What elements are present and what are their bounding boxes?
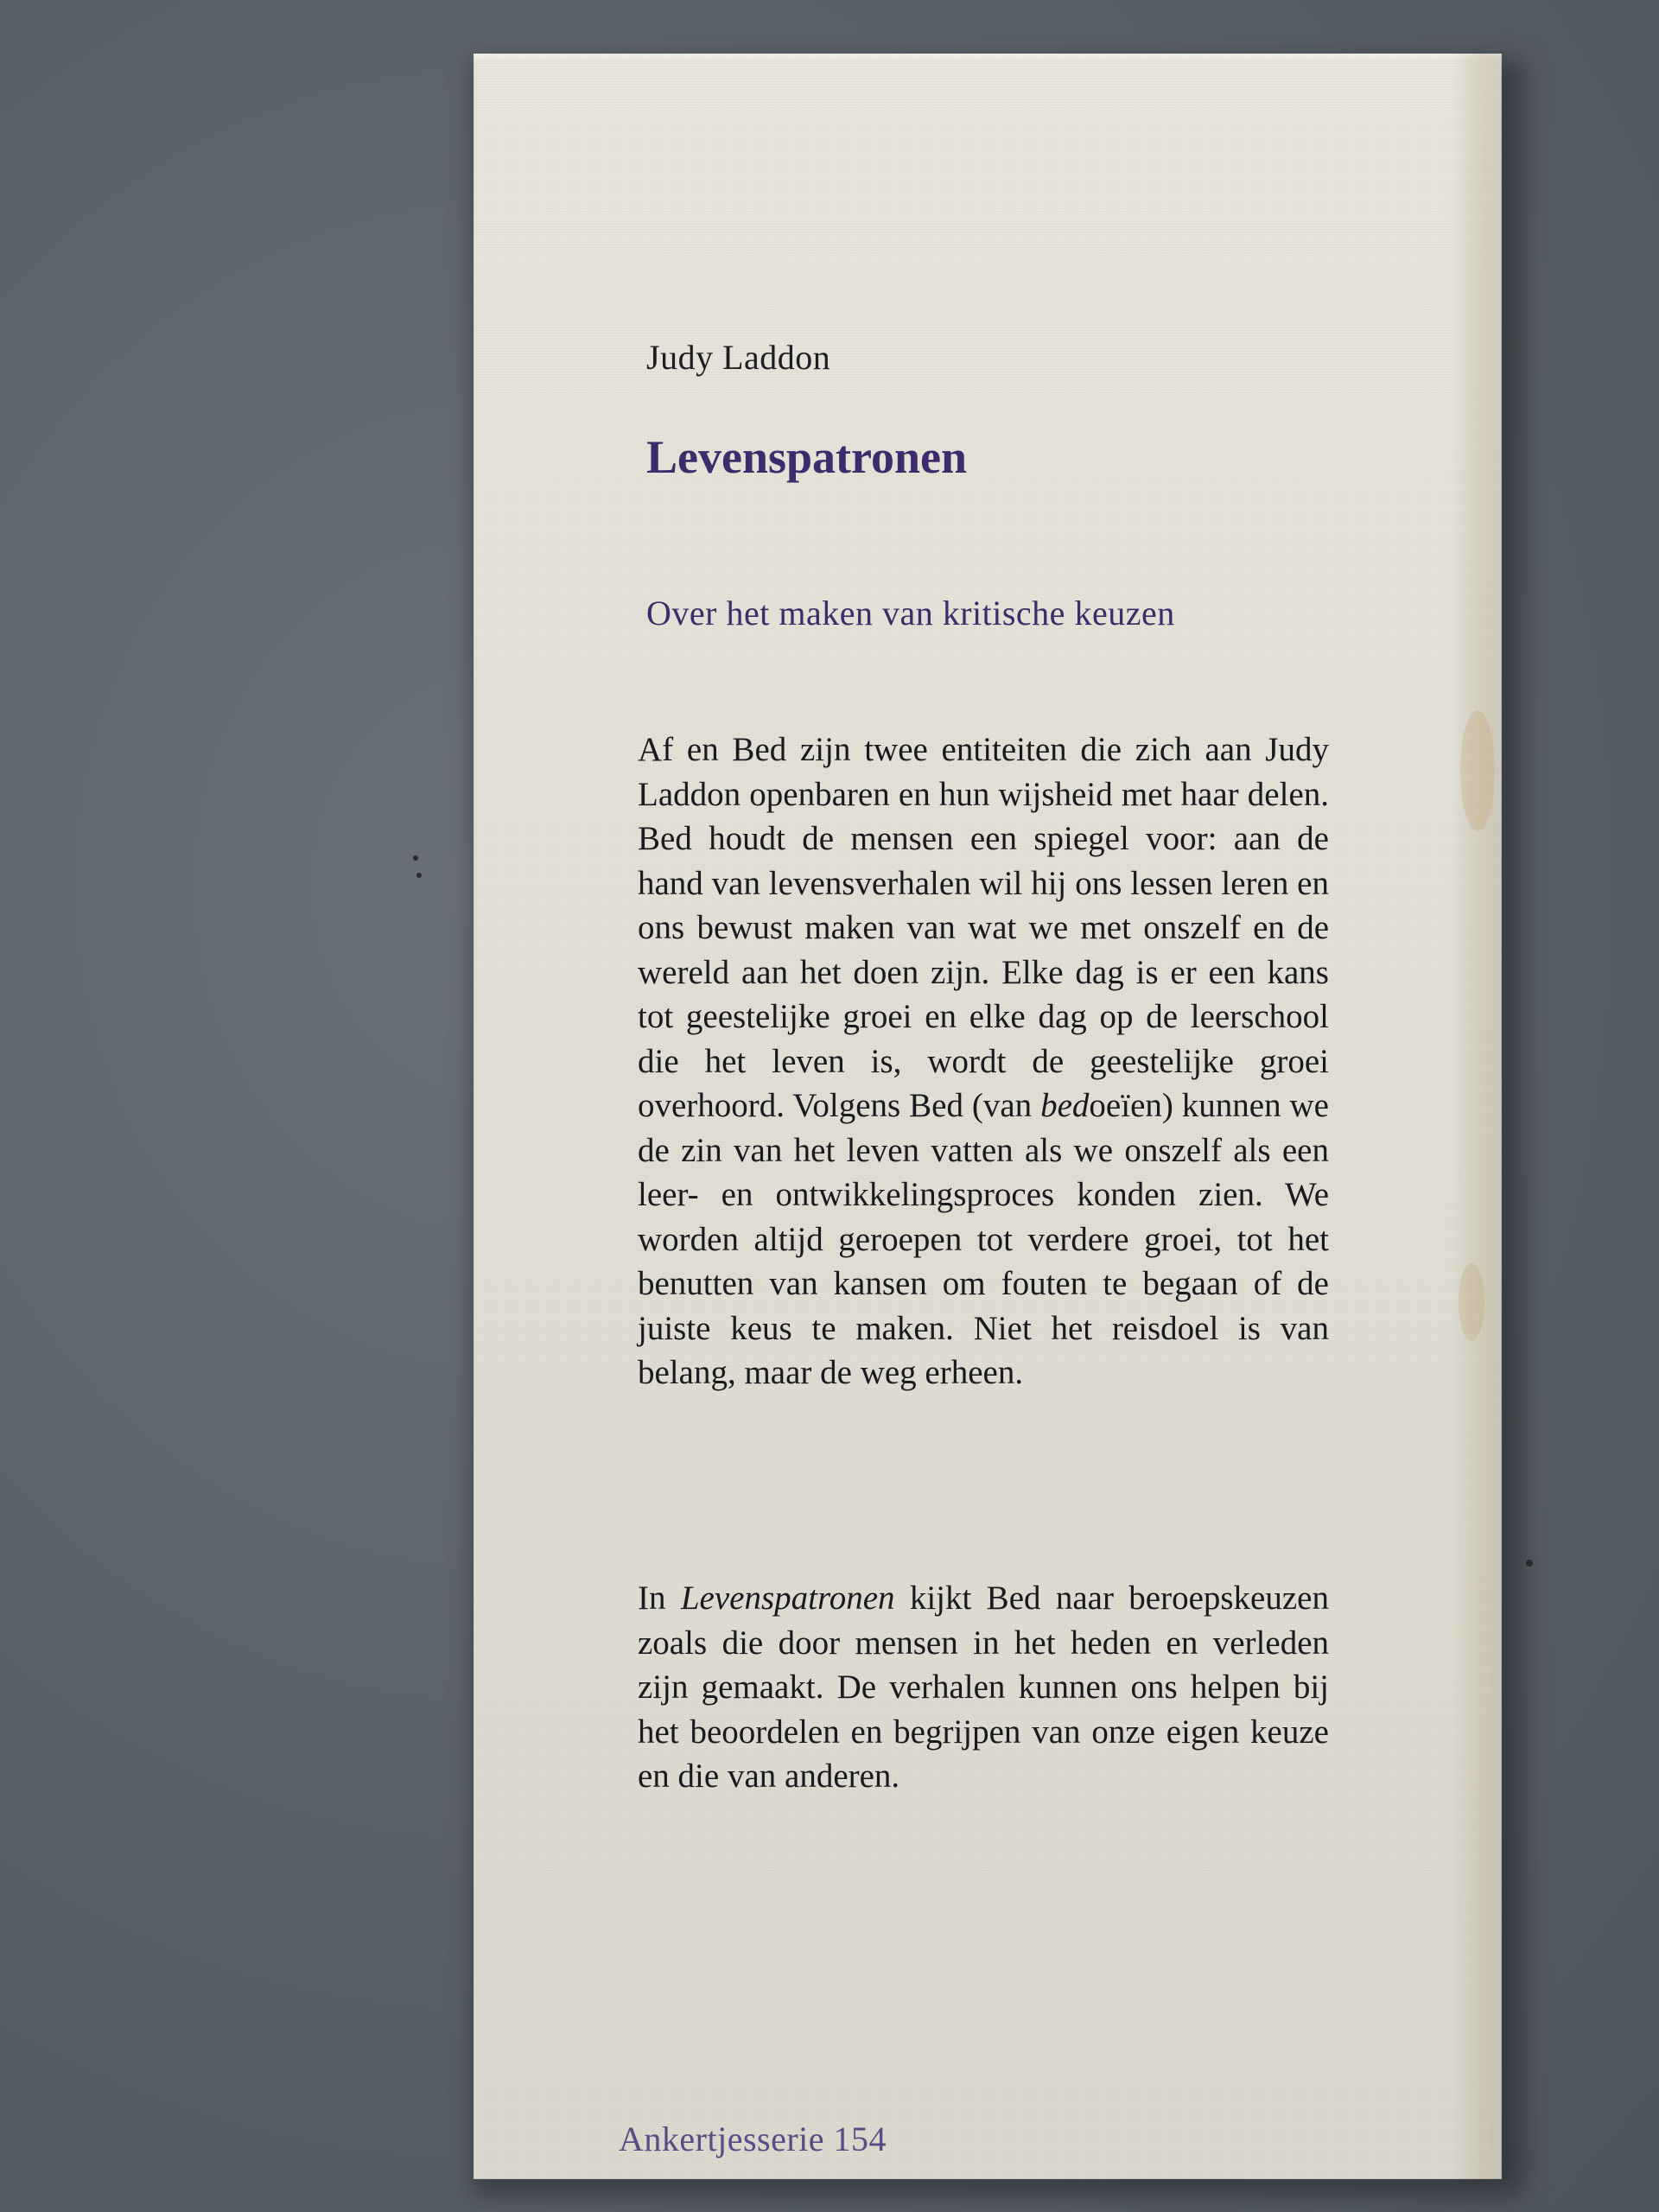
book-top-edge — [474, 54, 1502, 60]
series-label: Ankertjesserie 154 — [619, 2120, 887, 2158]
blurb-paragraph-2-text-a: In — [638, 1580, 681, 1617]
blurb-paragraph-2-text-b: kijkt Bed naar beroepskeuzen zoals die door mensen in het heden en verleden zijn gemaakt. De verhalen kunnen ons helpen bij het beoordelen en begrijpen van onze eigen keuze en die van anderen. — [638, 1580, 1329, 1795]
book-spine-edge — [1450, 54, 1502, 2179]
book-subtitle: Over het maken van kritische keuzen — [646, 594, 1175, 632]
blurb-paragraph-2 — [638, 1576, 1329, 1799]
blurb-paragraph-1-emphasis: bed — [1040, 1087, 1090, 1124]
table-speck — [1526, 1560, 1533, 1567]
blurb-paragraph-2-emphasis: Levenspatronen — [680, 1580, 895, 1617]
paper-stain — [1459, 1263, 1484, 1341]
table-speck — [413, 855, 418, 861]
paper-stain — [1460, 710, 1495, 831]
author-name: Judy Laddon — [646, 338, 831, 377]
book-title: Levenspatronen — [646, 431, 968, 483]
table-speck — [416, 873, 422, 878]
blurb-paragraph-1-text-b: oeïen) kunnen we de zin van het leven vatten als we onszelf als een leer- en ontwikkelingsproces konden zien. We worden altijd geroepen tot verdere groei, tot het benutten van kansen om fouten te begaan of de juiste keus te maken. Niet het reisdoel is van belang, maar de weg erheen. — [638, 1087, 1329, 1391]
book-back-cover — [474, 54, 1502, 2179]
blurb-paragraph-1-text-a: Af en Bed zijn twee entiteiten die zich aan Judy Laddon openbaren en hun wijsheid met haar delen. Bed houdt de mensen een spiegel voor: aan de hand van levensverhalen wil hij ons lessen leren en ons bewust maken van wat we met onszelf en de wereld aan het doen zijn. Elke dag is er een kans tot geestelijke groei en elke dag op de leerschool die het leven is, wordt de geestelijke groei overhoord. Volgens Bed (van — [638, 731, 1329, 1124]
blurb-paragraph-1 — [638, 728, 1329, 1395]
